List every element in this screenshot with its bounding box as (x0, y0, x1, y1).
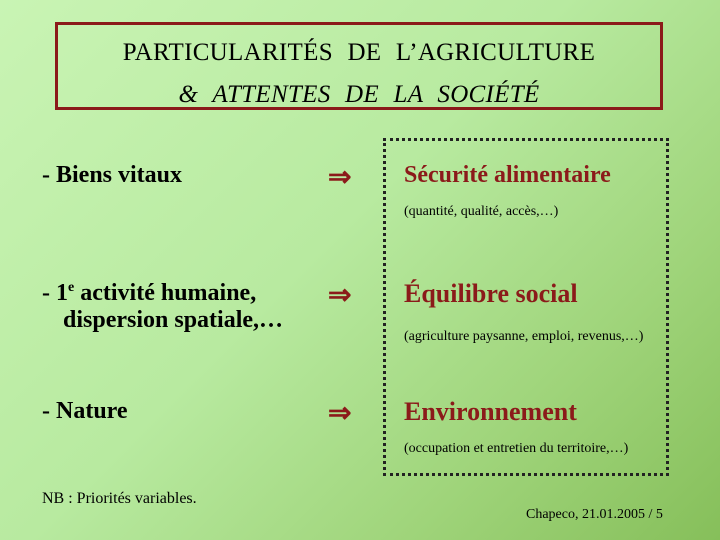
implies-arrow-icon: ⇒ (328, 162, 352, 193)
title-line-1: PARTICULARITÉS DE L’AGRICULTURE (122, 39, 596, 66)
right-sub-equilibre: (agriculture paysanne, emploi, revenus,…) (404, 329, 644, 344)
right-title-securite: Sécurité alimentaire (404, 162, 611, 188)
left-item-activite-line2: dispersion spatiale,… (63, 307, 284, 333)
footnote: NB : Priorités variables. (42, 490, 197, 507)
left-item-nature: - Nature (42, 398, 128, 424)
left-item-activite (42, 280, 283, 334)
right-sub-securite: (quantité, qualité, accès,…) (404, 204, 559, 219)
right-sub-environnement: (occupation et entretien du territoire,…) (404, 441, 629, 456)
title-box (55, 22, 663, 110)
right-title-environnement: Environnement (404, 397, 577, 426)
left-item-activite-rest: activité humaine, (74, 280, 257, 306)
left-item-biens-vitaux: - Biens vitaux (42, 162, 183, 188)
title-line-2: & ATTENTES DE LA SOCIÉTÉ (178, 81, 540, 108)
implies-arrow-icon: ⇒ (328, 398, 352, 429)
footer-date-page: Chapeco, 21.01.2005 / 5 (526, 507, 663, 522)
right-title-equilibre: Équilibre social (404, 279, 578, 308)
implies-arrow-icon: ⇒ (328, 280, 352, 311)
left-item-activite-sup: e (68, 280, 75, 295)
left-item-activite-prefix: - 1 (42, 280, 68, 306)
